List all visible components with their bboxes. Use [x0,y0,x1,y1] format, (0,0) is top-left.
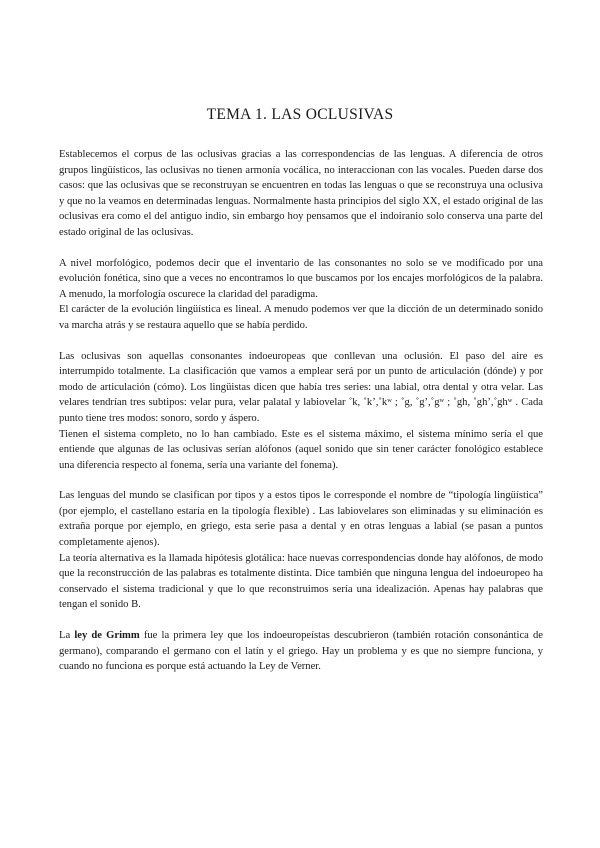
grimm-lead: La [59,630,75,642]
paragraph-sistema: Tienen el sistema completo, no lo han cambiado. Este es el sistema máximo, el sistema mínimo sería el que entiende que algunas de las oclusivas serían alófonos (aquel sonido que sin tener carácter fonológico establece una diferencia respecto al fonema, sería una variante del fonema). [59,428,543,471]
grimm-rest: fue la primera ley que los indoeuropeístas descubrieron (también rotación consonántica de germano), comparando el germano con el latín y el griego. Hay un problema y es que no siempre funciona, y cuando no funciona es porque está actuando la Ley de Verner. [59,630,543,673]
page-title: TEMA 1. LAS OCLUSIVAS [206,106,394,123]
document-body [59,147,543,675]
paragraph-hipotesis-glotalica: La teoría alternativa es la llamada hipótesis glotálica: hace nuevas correspondencias donde hay alófonos, de modo que la reconstrucción de las palabras es totalmente distinta. Dice también que ninguna lengua del indoeuropeo ha conservado el sistema tradicional y que lo que reconstruimos sería una idealización. Apenas hay palabras que tengan el sonido B. [59,552,543,611]
paragraph-definicion-oclusivas: Las oclusivas son aquellas consonantes indoeuropeas que conllevan una oclusión. El paso del aire es interrumpido totalmente. La clasificación que vamos a emplear será por un punto de articulación (dónde) y por modo de articulación (cómo). Los lingüistas dicen que había tres series: una labial, otra dental y otra velar. Las velares tendrían tres subtipos: velar pura, velar palatal y labiovelar ˚k, ˚k’,˚kʷ ; ˚g, ˚g’,˚gʷ ; ˚gh, ˚gh’,˚ghʷ . Cada punto tiene tres modos: sonoro, sordo y áspero. [59,350,543,424]
paragraph-ley-grimm [59,628,543,675]
paragraph-evolucion: El carácter de la evolución lingüística es lineal. A menudo podemos ver que la dicción de un determinado sonido va marcha atrás y se restaura aquello que se había perdido. [59,304,543,331]
paragraph-morfologia: A nivel morfológico, podemos decir que el inventario de las consonantes no solo se ve modificado por una evolución fonética, sino que a veces no encontramos lo que buscamos por los encajes morfológicos de la palabra. A menudo, la morfología oscurece la claridad del paradigma. [59,257,543,300]
paragraph-tipologia: Las lenguas del mundo se clasifican por tipos y a estos tipos le corresponde el nombre de “tipología lingüística” (por ejemplo, el castellano estaría en la tipología flexible) . Las labiovelares son eliminadas y su eliminación es extraña porque por ejemplo, en griego, esta serie pasa a dental y en otras lenguas a labial (se pasan a puntos completamente ajenos). [59,490,543,549]
paragraph-corpus: Establecemos el corpus de las oclusivas gracias a las correspondencias de las lenguas. A diferencia de otros grupos lingüísticos, las oclusivas no tienen armonía vocálica, no interaccionan con las vocales. Pueden darse dos casos: que las oclusivas que se reconstruyan se encuentren en todas las lenguas o que se reconstruya una oclusiva y que no la veamos en determinadas lenguas. Normalmente hasta principios del siglo XX, el estado original de las oclusivas era como el del antiguo indio, sin embargo hoy pensamos que el indoiranio solo conserva una parte del estado original de las oclusivas. [59,149,543,238]
grimm-law-term: ley de Grimm [74,630,140,642]
